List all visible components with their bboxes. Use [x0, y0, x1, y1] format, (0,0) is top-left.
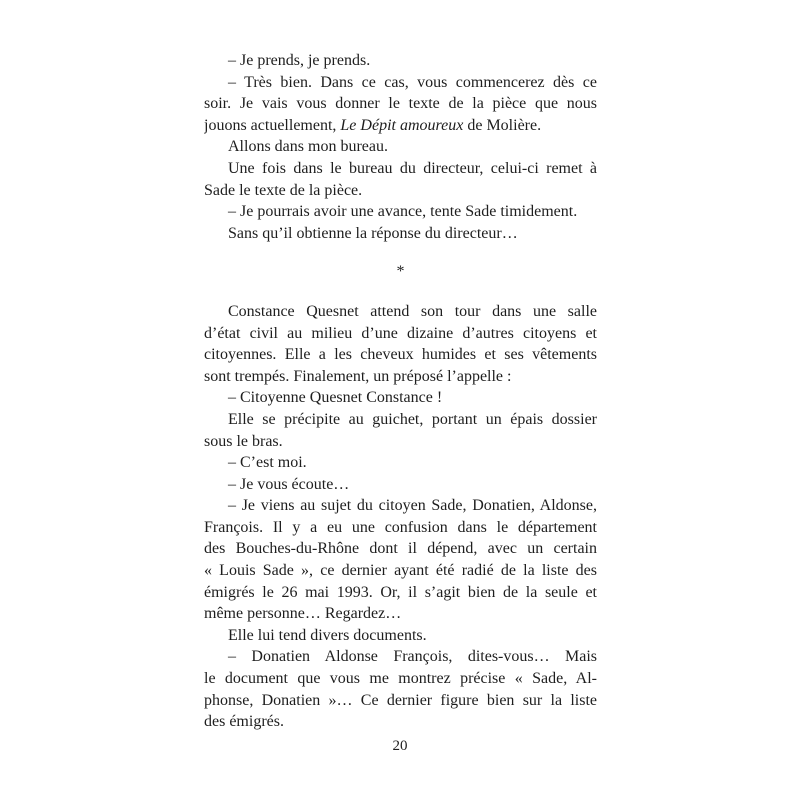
text-run: d’état civil au milieu d’une dizaine d’autres citoyens et	[204, 324, 597, 342]
text-run: jouons actuellement,	[204, 116, 341, 134]
text-line	[204, 690, 597, 712]
text-run: des émigrés.	[204, 713, 284, 731]
text-line	[204, 646, 597, 668]
text-run: Allons dans mon bureau.	[228, 138, 388, 156]
italic-work-title: Le Dépit amoureux	[340, 116, 464, 134]
text-run: Une fois dans le bureau du directeur, celui-ci remet à	[228, 159, 597, 177]
text-line	[204, 72, 597, 94]
text-line	[204, 387, 597, 409]
text-run: Elle lui tend divers documents.	[228, 626, 427, 644]
text-line	[204, 115, 597, 137]
text-run: de Molière.	[463, 116, 542, 134]
text-run: – C’est moi.	[228, 454, 307, 472]
text-run: – Citoyenne Quesnet Constance !	[228, 389, 443, 407]
text-line	[204, 201, 597, 223]
text-line	[204, 93, 597, 115]
text-run: – Je prends, je prends.	[228, 52, 371, 69]
text-line	[204, 668, 597, 690]
text-line	[204, 431, 597, 453]
text-line	[204, 301, 597, 323]
text-run: – Je viens au sujet du citoyen Sade, Donatien, Aldonse,	[228, 497, 597, 515]
text-run: – Très bien. Dans ce cas, vous commencerez dès ce	[228, 73, 597, 91]
text-run: le document que vous me montrez précise « Sade, Al-	[204, 670, 597, 688]
text-run: sous le bras.	[204, 432, 283, 450]
text-run: même personne… Regardez…	[204, 605, 402, 623]
text-run: « Louis Sade », ce dernier ayant été radié de la liste des	[204, 562, 597, 580]
text-run: citoyennes. Elle a les cheveux humides et ses vêtements	[204, 346, 597, 364]
text-line	[204, 158, 597, 180]
text-line	[204, 323, 597, 345]
text-run: émigrés le 26 mai 1993. Or, il s’agit bien de la seule et	[204, 583, 597, 601]
text-line	[204, 136, 597, 158]
text-run: phonse, Donatien »… Ce dernier figure bien sur la liste	[204, 691, 597, 709]
page-text	[204, 50, 597, 733]
text-run: soir. Je vais vous donner le texte de la pièce que nous	[204, 95, 597, 113]
text-run: sont trempés. Finalement, un préposé l’appelle :	[204, 367, 512, 385]
text-run: Constance Quesnet attend son tour dans une salle	[228, 302, 597, 320]
section-separator: *	[396, 263, 405, 281]
text-run: Sans qu’il obtienne la réponse du directeur…	[228, 224, 518, 242]
text-line	[204, 223, 597, 245]
text-line	[204, 538, 597, 560]
text-line	[204, 711, 597, 733]
text-line	[204, 495, 597, 517]
text-run: Elle se précipite au guichet, portant un épais dossier	[228, 410, 597, 428]
text-line	[204, 409, 597, 431]
text-run: François. Il y a eu une confusion dans le département	[204, 518, 597, 536]
text-run: des Bouches-du-Rhône dont il dépend, avec un certain	[204, 540, 597, 558]
text-line	[204, 50, 597, 72]
text-line	[204, 474, 597, 496]
text-run: Sade le texte de la pièce.	[204, 181, 363, 199]
text-line	[204, 517, 597, 539]
text-run: – Donatien Aldonse François, dites-vous… Mais	[228, 648, 597, 666]
text-line	[204, 366, 597, 388]
text-line	[204, 560, 597, 582]
text-line	[204, 625, 597, 647]
page-number: 20	[392, 738, 408, 754]
text-line	[204, 180, 597, 202]
text-line	[204, 582, 597, 604]
text-line	[204, 344, 597, 366]
text-line	[204, 603, 597, 625]
text-line	[204, 452, 597, 474]
text-run: – Je vous écoute…	[228, 475, 350, 493]
text-run: – Je pourrais avoir une avance, tente Sade timidement.	[228, 203, 578, 221]
